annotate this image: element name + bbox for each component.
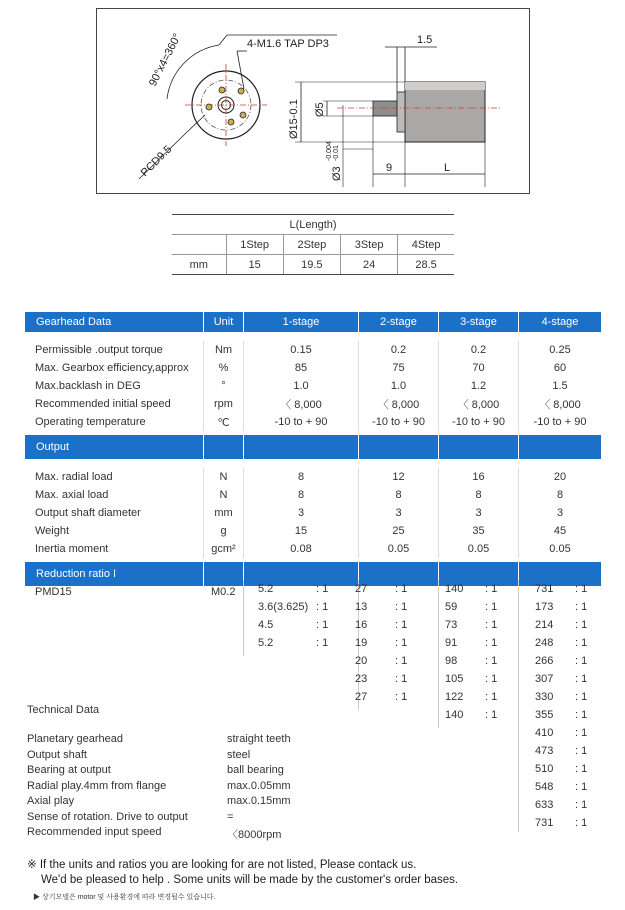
front-view [139, 32, 337, 179]
ratio-value: 91 [445, 637, 458, 649]
length-header-4: 4Step [398, 235, 454, 255]
ratio-separator: : 1 [575, 655, 588, 667]
gearhead-cell-stage1: 0.15 [243, 341, 358, 359]
gearhead-row [25, 395, 601, 413]
dim-shaft: 9 [386, 162, 393, 174]
ratio-value: 27 [355, 691, 368, 703]
ratio-item [355, 670, 407, 688]
ratio-value: 140 [445, 583, 464, 595]
ratio-separator: : 1 [575, 745, 588, 757]
technical-drawing [96, 8, 530, 194]
ratio-value: 633 [535, 799, 554, 811]
dia-body: Ø15-0.1 [288, 99, 300, 139]
output-cell-stage1: 0.08 [243, 540, 358, 558]
ratio-col-stage4 [535, 580, 587, 832]
gearhead-header [25, 312, 601, 332]
ratio-col-stage2 [355, 580, 407, 706]
ratio-value: 98 [445, 655, 458, 667]
technical-key: Recommended input speed [27, 826, 162, 838]
technical-value: max.0.05mm [227, 779, 291, 792]
length-unit: mm [172, 255, 226, 275]
ratio-value: 19 [355, 637, 368, 649]
side-view [288, 34, 501, 187]
ratio-separator: : 1 [575, 673, 588, 685]
ratio-item [535, 652, 587, 670]
ratio-value: 355 [535, 709, 554, 721]
spec-table [25, 312, 601, 586]
gearhead-cell-stage4: -10 to + 90 [518, 413, 601, 431]
output-row [25, 504, 601, 522]
output-header [25, 435, 601, 459]
technical-key: Radial play.4mm from flange [27, 779, 167, 792]
ratio-item [535, 742, 587, 760]
output-cell-unit: g [203, 522, 243, 540]
ratio-value: 473 [535, 745, 554, 757]
gearhead-cell-stage3: 〈 8,000 [438, 395, 518, 413]
technical-item [27, 749, 291, 765]
output-cell-stage1: 8 [243, 486, 358, 504]
ratio-separator: : 1 [485, 655, 498, 667]
technical-value: 〈8000rpm [227, 829, 282, 841]
output-cell-label: Output shaft diameter [35, 507, 141, 519]
output-cell-label: Max. axial load [35, 489, 109, 501]
gearhead-cell-label: Recommended initial speed [35, 398, 171, 410]
length-header-3: 3Step [340, 235, 397, 255]
ratio-separator: : 1 [395, 601, 408, 613]
output-cell-stage1: 8 [243, 468, 358, 486]
output-cell-stage3: 16 [438, 468, 518, 486]
output-rows [25, 459, 601, 562]
output-cell-stage2: 8 [358, 486, 438, 504]
output-cell-unit: gcm² [203, 540, 243, 558]
technical-key: Axial play [27, 795, 75, 807]
output-cell-stage3: 8 [438, 486, 518, 504]
ratio-separator: : 1 [575, 709, 588, 721]
technical-item [27, 795, 291, 811]
tol-lower: -0.01 [333, 145, 340, 161]
gearhead-cell-stage4: 〈 8,000 [518, 395, 601, 413]
output-cell-stage4: 45 [518, 522, 601, 540]
ratio-value: 173 [535, 601, 554, 613]
pcd-label: PCD9.5 [138, 143, 175, 180]
gearhead-cell-unit: rpm [203, 395, 243, 413]
length-value-1: 15 [226, 255, 283, 275]
length-value-row [172, 255, 454, 275]
ratio-separator: : 1 [316, 637, 329, 649]
output-title: Output [36, 441, 70, 453]
technical-key: Planetary gearhead [27, 733, 124, 745]
output-cell-stage2: 0.05 [358, 540, 438, 558]
technical-title: Technical Data [27, 704, 100, 716]
ratio-value: 13 [355, 601, 368, 613]
ratio-separator: : 1 [575, 817, 588, 829]
gearhead-header-stage1: 1-stage [243, 312, 358, 332]
length-value-2: 19.5 [283, 255, 340, 275]
output-cell-stage1: 15 [243, 522, 358, 540]
gearhead-cell-unit: Nm [203, 341, 243, 359]
gearhead-row [25, 341, 601, 359]
output-cell-stage4: 20 [518, 468, 601, 486]
gearhead-header-title: Gearhead Data [36, 316, 112, 328]
technical-value: steel [227, 748, 251, 761]
ratio-value: 105 [445, 673, 464, 685]
ratio-separator: : 1 [395, 673, 408, 685]
ratio-separator: : 1 [575, 601, 588, 613]
ratio-separator: : 1 [485, 583, 498, 595]
technical-item [27, 733, 291, 749]
gearhead-header-unit: Unit [203, 312, 243, 332]
length-header-row [172, 235, 454, 255]
gearhead-cell-stage1: 〈 8,000 [243, 395, 358, 413]
output-cell-stage4: 8 [518, 486, 601, 504]
output-cell-unit: mm [203, 504, 243, 522]
gearhead-cell-stage3: -10 to + 90 [438, 413, 518, 431]
ratio-separator: : 1 [316, 583, 329, 595]
ratio-separator: : 1 [395, 619, 408, 631]
ratio-item [535, 616, 587, 634]
dia-output: Ø3 [331, 166, 343, 181]
ratio-separator: : 1 [575, 619, 588, 631]
ratio-separator: : 1 [485, 637, 498, 649]
ratio-item [258, 598, 328, 616]
ratio-separator: : 1 [485, 619, 498, 631]
ratio-value: 307 [535, 673, 554, 685]
length-value-3: 24 [340, 255, 397, 275]
ratio-item [445, 634, 497, 652]
gearhead-cell-label: Max.backlash in DEG [35, 380, 141, 392]
technical-item [27, 811, 291, 827]
ratio-separator: : 1 [485, 673, 498, 685]
ratio-value: 59 [445, 601, 458, 613]
ratio-separator: : 1 [485, 691, 498, 703]
ratio-item [535, 814, 587, 832]
ratio-separator: : 1 [316, 601, 329, 613]
ratio-item [535, 760, 587, 778]
gearhead-cell-stage1: -10 to + 90 [243, 413, 358, 431]
output-cell-stage2: 12 [358, 468, 438, 486]
note-line-korean: ▶ 상기모델은 motor 및 사용환경에 따라 변경될수 있습니다. [33, 894, 216, 901]
ratio-item [355, 634, 407, 652]
ratio-item [535, 796, 587, 814]
dim-length: L [444, 162, 451, 174]
gearhead-cell-unit: % [203, 359, 243, 377]
ratio-value: 548 [535, 781, 554, 793]
output-row [25, 468, 601, 486]
gearhead-header-stage4: 4-stage [518, 312, 601, 332]
gearhead-cell-stage2: 1.0 [358, 377, 438, 395]
output-cell-stage2: 25 [358, 522, 438, 540]
gearhead-row [25, 413, 601, 431]
ratio-separator: : 1 [485, 709, 498, 721]
ratio-value: 248 [535, 637, 554, 649]
ratio-value: 510 [535, 763, 554, 775]
note-line-1: ※ If the units and ratios you are looking for are not listed, Please contack us. [27, 859, 417, 871]
ratio-value: 23 [355, 673, 368, 685]
gearhead-cell-label: Permissible .output torque [35, 344, 163, 356]
technical-item [27, 826, 291, 842]
output-cell-unit: N [203, 486, 243, 504]
ratio-value: 214 [535, 619, 554, 631]
technical-key: Output shaft [27, 748, 87, 761]
gearhead-rows [25, 332, 601, 435]
ratio-item [355, 616, 407, 634]
ratio-item [535, 670, 587, 688]
ratio-item [258, 634, 328, 652]
ratio-item [445, 670, 497, 688]
ratio-value: 3.6(3.625) [258, 601, 309, 613]
ratio-value: 410 [535, 727, 554, 739]
length-value-4: 28.5 [398, 255, 454, 275]
technical-value: ball bearing [227, 764, 284, 776]
ratio-separator: : 1 [395, 655, 408, 667]
gearhead-cell-stage3: 1.2 [438, 377, 518, 395]
ratio-item [445, 598, 497, 616]
ratio-item [535, 778, 587, 796]
ratio-separator: : 1 [575, 781, 588, 793]
output-cell-label: Weight [35, 525, 70, 537]
gearhead-row [25, 359, 601, 377]
output-cell-unit: N [203, 468, 243, 486]
ratio-item [535, 634, 587, 652]
output-cell-label: Inertia moment [35, 543, 109, 555]
tol-upper: -0.004 [326, 141, 333, 161]
gearhead-row [25, 377, 601, 395]
ratio-value: 27 [355, 583, 368, 595]
ratio-item [258, 616, 328, 634]
gearhead-cell-stage2: -10 to + 90 [358, 413, 438, 431]
ratio-value: 20 [355, 655, 368, 667]
ratio-item [355, 598, 407, 616]
ratio-separator: : 1 [395, 583, 408, 595]
ratio-separator: : 1 [575, 799, 588, 811]
ratio-value: 266 [535, 655, 554, 667]
gearhead-cell-stage1: 1.0 [243, 377, 358, 395]
output-cell-stage3: 35 [438, 522, 518, 540]
gearhead-cell-stage4: 60 [518, 359, 601, 377]
output-row [25, 522, 601, 540]
length-title: L(Length) [172, 215, 454, 235]
length-title-row [172, 215, 454, 235]
output-row [25, 486, 601, 504]
ratio-separator: : 1 [575, 637, 588, 649]
dim-flange: 1.5 [417, 34, 433, 46]
output-cell-label: Max. radial load [35, 471, 113, 483]
ratio-separator: : 1 [575, 691, 588, 703]
gearhead-cell-label: Operating temperature [35, 416, 146, 428]
technical-value: max.0.15mm [227, 795, 291, 807]
technical-value: = [227, 810, 234, 823]
ratio-col-stage3 [445, 580, 497, 724]
gearhead-cell-unit: ℃ [203, 413, 243, 431]
technical-key: Bearing at output [27, 764, 111, 776]
gearhead-cell-stage2: 0.2 [358, 341, 438, 359]
ratio-separator: : 1 [395, 691, 408, 703]
ratio-item [535, 688, 587, 706]
ratio-item [355, 688, 407, 706]
ratio-value: 73 [445, 619, 458, 631]
length-table [172, 214, 454, 275]
tap-label: 4-M1.6 TAP DP3 [247, 38, 329, 50]
note-line-2: We'd be pleased to help . Some units will be made by the customer's order bases. [41, 874, 459, 886]
ratio-item [535, 706, 587, 724]
output-cell-stage2: 3 [358, 504, 438, 522]
gearhead-cell-stage4: 0.25 [518, 341, 601, 359]
ratio-item [445, 616, 497, 634]
angle-label: 90°x4=360° [146, 31, 184, 89]
output-cell-stage1: 3 [243, 504, 358, 522]
ratio-value: 5.2 [258, 637, 274, 649]
ratio-value: 731 [535, 583, 554, 595]
ratio-separator: : 1 [575, 727, 588, 739]
output-cell-stage4: 0.05 [518, 540, 601, 558]
ratio-col-stage1 [258, 580, 328, 652]
gearhead-cell-stage3: 0.2 [438, 341, 518, 359]
ratio-item [445, 652, 497, 670]
ratio-item [445, 706, 497, 724]
ratio-separator: : 1 [395, 637, 408, 649]
ratio-item [535, 598, 587, 616]
ratio-value: 16 [355, 619, 368, 631]
ratio-item [355, 652, 407, 670]
gearhead-cell-stage2: 75 [358, 359, 438, 377]
gearhead-header-stage3: 3-stage [438, 312, 518, 332]
reduction-model-unit: M0.2 [211, 586, 236, 598]
technical-value: straight teeth [227, 733, 291, 745]
ratio-item [355, 580, 407, 598]
reduction-model: PMD15 [35, 586, 72, 598]
technical-item [27, 764, 291, 780]
length-header-2: 2Step [283, 235, 340, 255]
ratio-value: 140 [445, 709, 464, 721]
technical-key: Sense of rotation. Drive to output [27, 810, 188, 823]
gearhead-cell-stage1: 85 [243, 359, 358, 377]
ratio-value: 330 [535, 691, 554, 703]
gearhead-cell-stage4: 1.5 [518, 377, 601, 395]
gearhead-cell-stage2: 〈 8,000 [358, 395, 438, 413]
gearhead-cell-label: Max. Gearbox efficiency,approx [35, 362, 189, 374]
ratio-separator: : 1 [485, 601, 498, 613]
output-cell-stage3: 3 [438, 504, 518, 522]
ratio-item [445, 580, 497, 598]
ratio-item [258, 580, 328, 598]
ratio-value: 731 [535, 817, 554, 829]
output-cell-stage4: 3 [518, 504, 601, 522]
technical-list [27, 733, 291, 842]
ratio-item [445, 688, 497, 706]
drawing-svg [97, 9, 531, 195]
gearhead-header-stage2: 2-stage [358, 312, 438, 332]
technical-item [27, 780, 291, 796]
length-header-1: 1Step [226, 235, 283, 255]
dia-shaft: Ø5 [314, 102, 326, 117]
ratio-value: 122 [445, 691, 464, 703]
output-row [25, 540, 601, 558]
ratio-separator: : 1 [575, 583, 588, 595]
gearhead-cell-unit: ° [203, 377, 243, 395]
ratio-item [535, 724, 587, 742]
ratio-item [535, 580, 587, 598]
ratio-value: 5.2 [258, 583, 274, 595]
gearhead-cell-stage3: 70 [438, 359, 518, 377]
ratio-separator: : 1 [316, 619, 329, 631]
reduction-title: Reduction ratio I [36, 568, 117, 580]
ratio-value: 4.5 [258, 619, 274, 631]
output-cell-stage3: 0.05 [438, 540, 518, 558]
ratio-separator: : 1 [575, 763, 588, 775]
